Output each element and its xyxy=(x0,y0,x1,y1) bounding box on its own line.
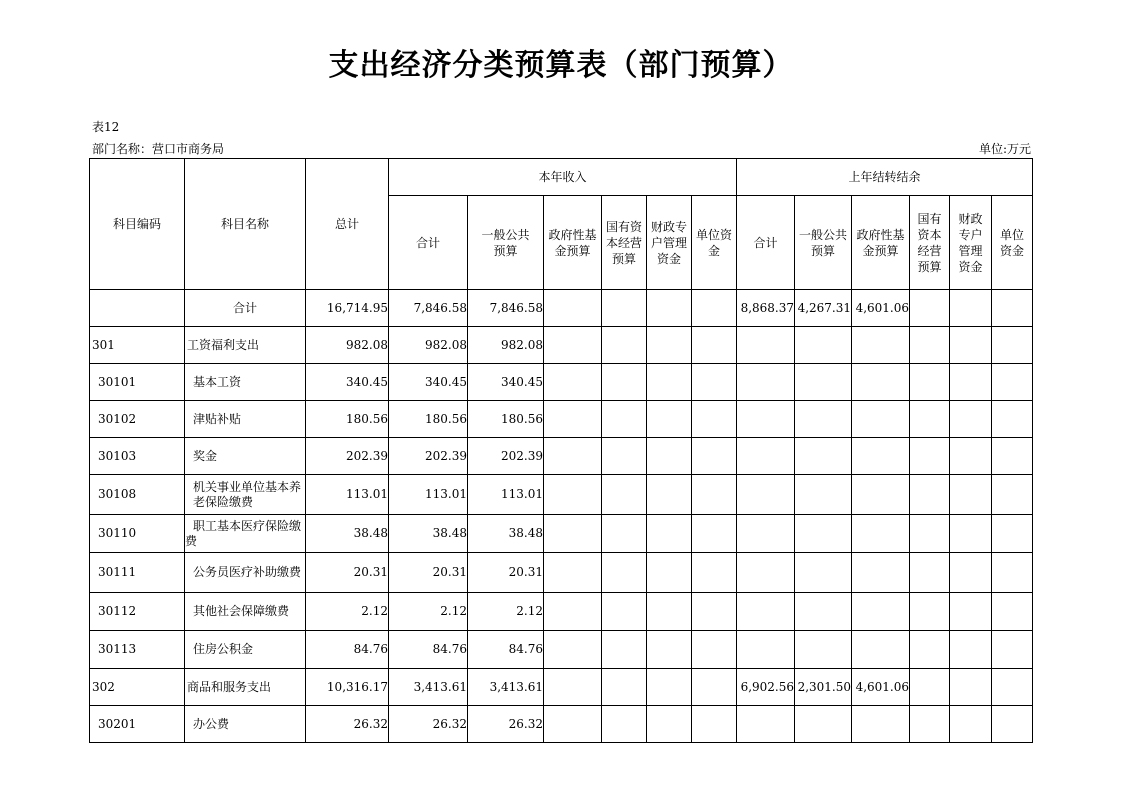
cell-empty xyxy=(992,706,1033,743)
cell-empty xyxy=(992,438,1033,475)
cell-ly-general: 2,301.50 xyxy=(795,669,852,706)
header-cy-sum: 合计 xyxy=(389,196,468,290)
header-last-year: 上年结转结余 xyxy=(737,159,1033,196)
header-current-year: 本年收入 xyxy=(389,159,737,196)
cell-ly-sum xyxy=(737,438,795,475)
cell-code: 30108 xyxy=(90,475,185,515)
cell-empty xyxy=(910,706,950,743)
cell-name: 基本工资 xyxy=(185,364,306,401)
table-row xyxy=(90,669,1033,706)
cell-empty xyxy=(544,593,602,631)
table-number: 表12 xyxy=(92,120,120,134)
cell-ly-general xyxy=(795,401,852,438)
cell-empty xyxy=(544,553,602,593)
cell-empty xyxy=(692,593,737,631)
header-cy-general: 一般公共预算 xyxy=(468,196,544,290)
cell-empty xyxy=(910,669,950,706)
cell-cy-general: 982.08 xyxy=(468,327,544,364)
cell-empty xyxy=(692,669,737,706)
header-ly-state-capital: 国有资本经营预算 xyxy=(910,196,950,290)
header-cy-gov-fund: 政府性基金预算 xyxy=(544,196,602,290)
cell-empty xyxy=(602,706,647,743)
cell-code: 302 xyxy=(90,669,185,706)
cell-total: 84.76 xyxy=(306,631,389,669)
cell-empty xyxy=(910,475,950,515)
cell-total: 180.56 xyxy=(306,401,389,438)
cell-code: 30101 xyxy=(90,364,185,401)
cell-cy-general: 2.12 xyxy=(468,593,544,631)
cell-empty xyxy=(950,438,992,475)
cell-name: 工资福利支出 xyxy=(185,327,306,364)
cell-ly-sum xyxy=(737,515,795,553)
cell-name: 津贴补贴 xyxy=(185,401,306,438)
cell-empty xyxy=(692,401,737,438)
cell-ly-sum: 6,902.56 xyxy=(737,669,795,706)
cell-cy-general: 180.56 xyxy=(468,401,544,438)
cell-cy-sum: 7,846.58 xyxy=(389,290,468,327)
cell-empty xyxy=(910,401,950,438)
cell-ly-general xyxy=(795,438,852,475)
cell-ly-sum xyxy=(737,593,795,631)
cell-empty xyxy=(950,706,992,743)
header-ly-sum: 合计 xyxy=(737,196,795,290)
cell-cy-general: 38.48 xyxy=(468,515,544,553)
cell-ly-gov-fund xyxy=(852,401,910,438)
cell-empty xyxy=(910,553,950,593)
cell-total: 26.32 xyxy=(306,706,389,743)
header-ly-unit: 单位资金 xyxy=(992,196,1033,290)
table-row xyxy=(90,553,1033,593)
cell-cy-sum: 3,413.61 xyxy=(389,669,468,706)
cell-cy-general: 20.31 xyxy=(468,553,544,593)
cell-ly-sum xyxy=(737,553,795,593)
cell-ly-gov-fund xyxy=(852,475,910,515)
header-ly-general: 一般公共预算 xyxy=(795,196,852,290)
cell-empty xyxy=(950,631,992,669)
header-cy-unit: 单位资金 xyxy=(692,196,737,290)
cell-cy-state-capital xyxy=(602,290,647,327)
cell-empty xyxy=(692,706,737,743)
cell-empty xyxy=(544,631,602,669)
cell-empty xyxy=(950,669,992,706)
cell-empty xyxy=(950,515,992,553)
cell-code: 30102 xyxy=(90,401,185,438)
table-row xyxy=(90,327,1033,364)
cell-empty xyxy=(950,401,992,438)
cell-empty xyxy=(992,515,1033,553)
cell-cy-sum: 202.39 xyxy=(389,438,468,475)
cell-empty xyxy=(992,631,1033,669)
cell-ly-general xyxy=(795,364,852,401)
header-ly-fiscal-special: 财政专户管理资金 xyxy=(950,196,992,290)
cell-empty xyxy=(910,364,950,401)
cell-empty xyxy=(910,631,950,669)
cell-name: 奖金 xyxy=(185,438,306,475)
cell-cy-sum: 38.48 xyxy=(389,515,468,553)
cell-ly-general xyxy=(795,593,852,631)
cell-cy-general: 113.01 xyxy=(468,475,544,515)
cell-total: 16,714.95 xyxy=(306,290,389,327)
table-row xyxy=(90,631,1033,669)
cell-ly-sum xyxy=(737,631,795,669)
cell-cy-general: 340.45 xyxy=(468,364,544,401)
cell-ly-fiscal-special xyxy=(950,290,992,327)
cell-cy-general: 3,413.61 xyxy=(468,669,544,706)
cell-empty xyxy=(602,669,647,706)
cell-empty xyxy=(950,593,992,631)
cell-empty xyxy=(647,631,692,669)
header-cy-state-capital: 国有资本经营预算 xyxy=(602,196,647,290)
cell-cy-general: 26.32 xyxy=(468,706,544,743)
cell-cy-general: 84.76 xyxy=(468,631,544,669)
header-name: 科目名称 xyxy=(185,159,306,290)
cell-empty xyxy=(950,553,992,593)
cell-cy-sum: 84.76 xyxy=(389,631,468,669)
cell-ly-gov-fund xyxy=(852,364,910,401)
cell-empty xyxy=(602,438,647,475)
cell-cy-sum: 2.12 xyxy=(389,593,468,631)
cell-ly-gov-fund xyxy=(852,515,910,553)
cell-empty xyxy=(647,593,692,631)
cell-cy-sum: 340.45 xyxy=(389,364,468,401)
cell-code: 30103 xyxy=(90,438,185,475)
cell-empty xyxy=(647,401,692,438)
table-row xyxy=(90,515,1033,553)
cell-ly-sum xyxy=(737,327,795,364)
cell-empty xyxy=(647,553,692,593)
header-code: 科目编码 xyxy=(90,159,185,290)
cell-empty xyxy=(692,631,737,669)
cell-ly-gov-fund xyxy=(852,327,910,364)
cell-cy-general: 7,846.58 xyxy=(468,290,544,327)
cell-empty xyxy=(647,669,692,706)
header-total: 总计 xyxy=(306,159,389,290)
cell-empty xyxy=(602,631,647,669)
cell-empty xyxy=(692,475,737,515)
cell-total: 113.01 xyxy=(306,475,389,515)
cell-empty xyxy=(992,593,1033,631)
cell-total: 982.08 xyxy=(306,327,389,364)
cell-empty xyxy=(992,401,1033,438)
cell-ly-general xyxy=(795,515,852,553)
cell-empty xyxy=(692,327,737,364)
cell-empty xyxy=(602,553,647,593)
cell-empty xyxy=(910,593,950,631)
cell-empty xyxy=(992,364,1033,401)
cell-empty xyxy=(647,364,692,401)
table-row xyxy=(90,475,1033,515)
cell-ly-unit xyxy=(992,290,1033,327)
cell-empty xyxy=(950,364,992,401)
cell-empty xyxy=(910,438,950,475)
cell-total: 340.45 xyxy=(306,364,389,401)
cell-name: 职工基本医疗保险缴费 xyxy=(185,515,306,553)
cell-code: 30111 xyxy=(90,553,185,593)
cell-total: 38.48 xyxy=(306,515,389,553)
cell-cy-fiscal-special xyxy=(647,290,692,327)
cell-ly-general xyxy=(795,553,852,593)
cell-code: 30201 xyxy=(90,706,185,743)
cell-ly-general xyxy=(795,631,852,669)
cell-empty xyxy=(692,438,737,475)
cell-empty xyxy=(647,327,692,364)
cell-empty xyxy=(544,475,602,515)
cell-cy-sum: 20.31 xyxy=(389,553,468,593)
table-row xyxy=(90,706,1033,743)
cell-empty xyxy=(544,438,602,475)
cell-total: 10,316.17 xyxy=(306,669,389,706)
cell-cy-sum: 180.56 xyxy=(389,401,468,438)
cell-ly-gov-fund xyxy=(852,631,910,669)
cell-empty xyxy=(544,401,602,438)
cell-ly-gov-fund: 4,601.06 xyxy=(852,290,910,327)
cell-ly-general: 4,267.31 xyxy=(795,290,852,327)
page-title: 支出经济分类预算表（部门预算） xyxy=(328,48,794,83)
cell-name: 机关事业单位基本养老保险缴费 xyxy=(185,475,306,515)
cell-empty xyxy=(992,669,1033,706)
cell-empty xyxy=(544,669,602,706)
cell-total: 202.39 xyxy=(306,438,389,475)
cell-empty xyxy=(602,327,647,364)
cell-empty xyxy=(647,475,692,515)
cell-empty xyxy=(602,515,647,553)
cell-empty xyxy=(647,706,692,743)
cell-empty xyxy=(910,515,950,553)
cell-cy-sum: 113.01 xyxy=(389,475,468,515)
cell-cy-gov-fund xyxy=(544,290,602,327)
cell-empty xyxy=(647,438,692,475)
cell-ly-gov-fund xyxy=(852,438,910,475)
cell-ly-sum: 8,868.37 xyxy=(737,290,795,327)
header-ly-gov-fund: 政府性基金预算 xyxy=(852,196,910,290)
unit-label: 单位:万元 xyxy=(978,142,1031,156)
cell-code: 30113 xyxy=(90,631,185,669)
cell-ly-gov-fund: 4,601.06 xyxy=(852,669,910,706)
cell-ly-sum xyxy=(737,364,795,401)
cell-ly-general xyxy=(795,706,852,743)
cell-name: 其他社会保障缴费 xyxy=(185,593,306,631)
table-row xyxy=(90,593,1033,631)
cell-empty xyxy=(544,327,602,364)
cell-code: 30110 xyxy=(90,515,185,553)
cell-empty xyxy=(544,706,602,743)
cell-ly-sum xyxy=(737,706,795,743)
cell-code xyxy=(90,290,185,327)
cell-empty xyxy=(992,475,1033,515)
table-row xyxy=(90,364,1033,401)
cell-ly-gov-fund xyxy=(852,553,910,593)
cell-empty xyxy=(950,327,992,364)
cell-total: 20.31 xyxy=(306,553,389,593)
cell-name: 公务员医疗补助缴费 xyxy=(185,553,306,593)
cell-empty xyxy=(602,593,647,631)
department-name: 部门名称：营口市商务局 xyxy=(92,142,225,156)
cell-empty xyxy=(692,364,737,401)
cell-empty xyxy=(992,553,1033,593)
cell-empty xyxy=(647,515,692,553)
cell-ly-sum xyxy=(737,401,795,438)
header-cy-fiscal-special: 财政专户管理资金 xyxy=(647,196,692,290)
table-row xyxy=(90,401,1033,438)
cell-cy-unit xyxy=(692,290,737,327)
cell-empty xyxy=(692,553,737,593)
cell-code: 301 xyxy=(90,327,185,364)
cell-empty xyxy=(910,327,950,364)
cell-empty xyxy=(544,515,602,553)
cell-name: 办公费 xyxy=(185,706,306,743)
cell-ly-gov-fund xyxy=(852,706,910,743)
cell-ly-general xyxy=(795,475,852,515)
table-row xyxy=(90,438,1033,475)
cell-ly-gov-fund xyxy=(852,593,910,631)
cell-cy-sum: 982.08 xyxy=(389,327,468,364)
cell-name: 住房公积金 xyxy=(185,631,306,669)
cell-empty xyxy=(692,515,737,553)
cell-empty xyxy=(544,364,602,401)
budget-table xyxy=(89,158,1033,743)
cell-empty xyxy=(992,327,1033,364)
cell-cy-general: 202.39 xyxy=(468,438,544,475)
cell-code: 30112 xyxy=(90,593,185,631)
cell-empty xyxy=(950,475,992,515)
cell-empty xyxy=(602,401,647,438)
cell-empty xyxy=(602,364,647,401)
cell-ly-state-capital xyxy=(910,290,950,327)
cell-total: 2.12 xyxy=(306,593,389,631)
cell-cy-sum: 26.32 xyxy=(389,706,468,743)
table-row xyxy=(90,290,1033,327)
cell-ly-sum xyxy=(737,475,795,515)
cell-ly-general xyxy=(795,327,852,364)
cell-name: 商品和服务支出 xyxy=(185,669,306,706)
cell-name: 合计 xyxy=(185,290,306,327)
cell-empty xyxy=(602,475,647,515)
